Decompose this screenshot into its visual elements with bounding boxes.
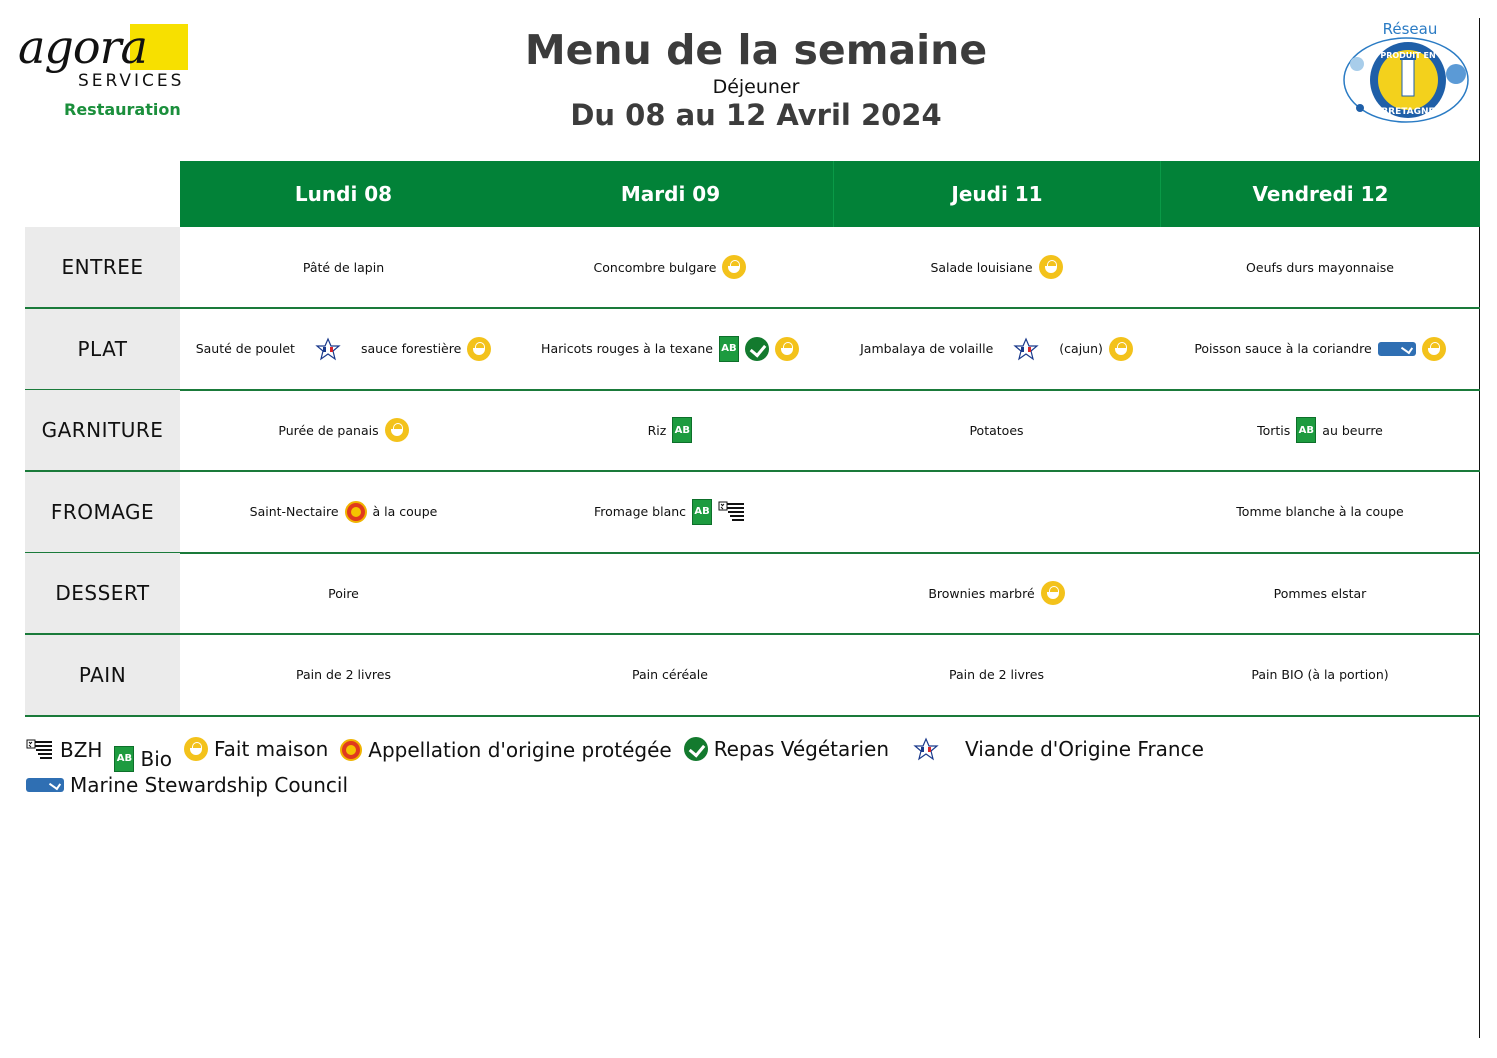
menu-cell (507, 309, 833, 389)
menu-cell (833, 227, 1160, 307)
fait-maison-icon (1109, 337, 1133, 361)
fait-maison-icon (184, 737, 208, 761)
dish-name: Salade louisiane (930, 259, 1033, 275)
dish-name: Poisson sauce à la coriandre (1194, 341, 1372, 356)
menu-cell (507, 635, 833, 715)
day-header-jeudi: Jeudi 11 (951, 182, 1043, 206)
row-label: GARNITURE (25, 390, 180, 470)
vegetarien-icon (745, 337, 769, 361)
fait-maison-icon (385, 418, 409, 442)
day-header-mardi: Mardi 09 (620, 182, 721, 206)
dish-name: Fromage blanc (593, 504, 687, 519)
dish-name: Potatoes (969, 422, 1024, 438)
menu-cell (1160, 553, 1480, 633)
menu-cell (833, 390, 1160, 470)
viande-france-icon (1013, 337, 1039, 361)
agora-logo-services: SERVICES (78, 71, 185, 91)
bzh-icon (718, 501, 746, 523)
dish-name: Pâté de lapin (302, 259, 385, 275)
fait-maison-icon (1041, 581, 1065, 605)
menu-cell (833, 309, 1160, 389)
days-header (180, 161, 1480, 227)
menu-cell (180, 309, 507, 389)
menu-cell (180, 635, 507, 715)
bio-icon: AB (1296, 417, 1316, 443)
bio-icon: AB (719, 336, 739, 362)
produit-en-bretagne-logo (1338, 18, 1474, 128)
menu-cell (833, 553, 1160, 633)
menu-cell (180, 390, 507, 470)
menu-row-fromage (25, 472, 1480, 554)
dish-name: Jambalaya de volaille (860, 341, 994, 356)
legend-label: Viande d'Origine France (965, 737, 1204, 761)
viande-france-icon (913, 737, 939, 761)
menu-cell (180, 472, 507, 552)
menu-cell (833, 635, 1160, 715)
menu-row-pain (25, 635, 1480, 717)
dish-detail: au beurre (1322, 422, 1383, 438)
legend-item (184, 736, 328, 762)
menu-row-entree (25, 227, 1480, 309)
bretagne-text: BRETAGNE (1381, 107, 1435, 117)
row-label: FROMAGE (25, 472, 180, 552)
legend-item (26, 772, 348, 798)
menu-cell (1160, 227, 1480, 307)
dish-name: Pain BIO (à la portion) (1251, 667, 1389, 682)
bzh-icon (26, 739, 54, 761)
dish-name: Concombre bulgare (593, 259, 717, 275)
legend-label: Fait maison (213, 737, 329, 761)
reseau-text: Réseau (1382, 20, 1438, 38)
dish-name: Pommes elstar (1273, 585, 1367, 601)
dish-detail: (cajun) (1059, 341, 1103, 356)
row-label: PAIN (25, 635, 180, 715)
menu-cell (507, 227, 833, 307)
fait-maison-icon (722, 255, 746, 279)
dish-detail: à la coupe (372, 504, 438, 519)
row-label: PLAT (25, 309, 180, 389)
menu-cell (1160, 635, 1480, 715)
menu-cell (180, 227, 507, 307)
menu-cell (180, 553, 507, 633)
page-title: Menu de la semaine (524, 26, 988, 74)
produit-en-text: PRODUIT EN (1380, 51, 1436, 60)
row-label: DESSERT (25, 553, 180, 633)
page-subtitle: Déjeuner (712, 76, 800, 98)
bio-icon: AB (114, 746, 134, 772)
bio-icon: AB (672, 417, 692, 443)
legend-item (26, 737, 102, 763)
msc-icon (1378, 342, 1416, 356)
dish-name: Pain de 2 livres (949, 667, 1044, 682)
menu-row-plat (25, 309, 1480, 391)
dish-name: Haricots rouges à la texane (541, 341, 713, 356)
menu-cell (507, 472, 833, 552)
vegetarien-icon (684, 737, 708, 761)
dish-detail: sauce forestière (360, 341, 462, 356)
menu-row-dessert (25, 553, 1480, 635)
menu-cell (507, 553, 833, 633)
menu-cell (507, 390, 833, 470)
menu-cell (1160, 390, 1480, 470)
agora-logo-word: agora (18, 20, 147, 74)
msc-icon (26, 778, 64, 792)
aop-icon (340, 739, 362, 761)
fait-maison-icon (775, 337, 799, 361)
day-header-vendredi: Vendredi 12 (1252, 182, 1389, 206)
dish-name: Pain céréale (632, 667, 708, 682)
dish-name: Oeufs durs mayonnaise (1246, 259, 1394, 275)
dish-name: Riz (647, 422, 667, 438)
row-label: ENTREE (25, 227, 180, 307)
legend-item (913, 736, 1204, 762)
fait-maison-icon (467, 337, 491, 361)
dish-name: Tomme blanche à la coupe (1236, 504, 1404, 519)
viande-france-icon (315, 337, 341, 361)
dish-name: Purée de panais (278, 422, 379, 438)
legend-label: Appellation d'origine protégée (368, 738, 672, 762)
dish-name: Saint-Nectaire (249, 504, 339, 519)
aop-icon (345, 501, 367, 523)
legend-label: Bio (140, 747, 172, 771)
dish-name: Sauté de poulet (195, 341, 295, 356)
legend-label: Repas Végétarien (713, 737, 890, 761)
menu-cell (833, 472, 1160, 552)
dish-name: Pain de 2 livres (296, 667, 391, 682)
date-range: Du 08 au 12 Avril 2024 (570, 98, 942, 132)
menu-cell (1160, 472, 1480, 552)
legend (26, 736, 1466, 798)
fait-maison-icon (1422, 337, 1446, 361)
dish-name: Poire (328, 585, 359, 601)
fait-maison-icon (1039, 255, 1063, 279)
dish-name: Tortis (1257, 422, 1291, 438)
dish-name: Brownies marbré (928, 585, 1035, 601)
legend-label: Marine Stewardship Council (70, 773, 349, 797)
day-header-lundi: Lundi 08 (294, 182, 393, 206)
legend-item (114, 746, 172, 772)
legend-label: BZH (60, 738, 103, 762)
legend-item (340, 737, 671, 763)
agora-logo-tagline: Restauration (64, 100, 181, 119)
bio-icon: AB (692, 499, 712, 525)
menu-row-garniture (25, 390, 1480, 472)
legend-item (684, 736, 889, 762)
menu-cell (1160, 309, 1480, 389)
